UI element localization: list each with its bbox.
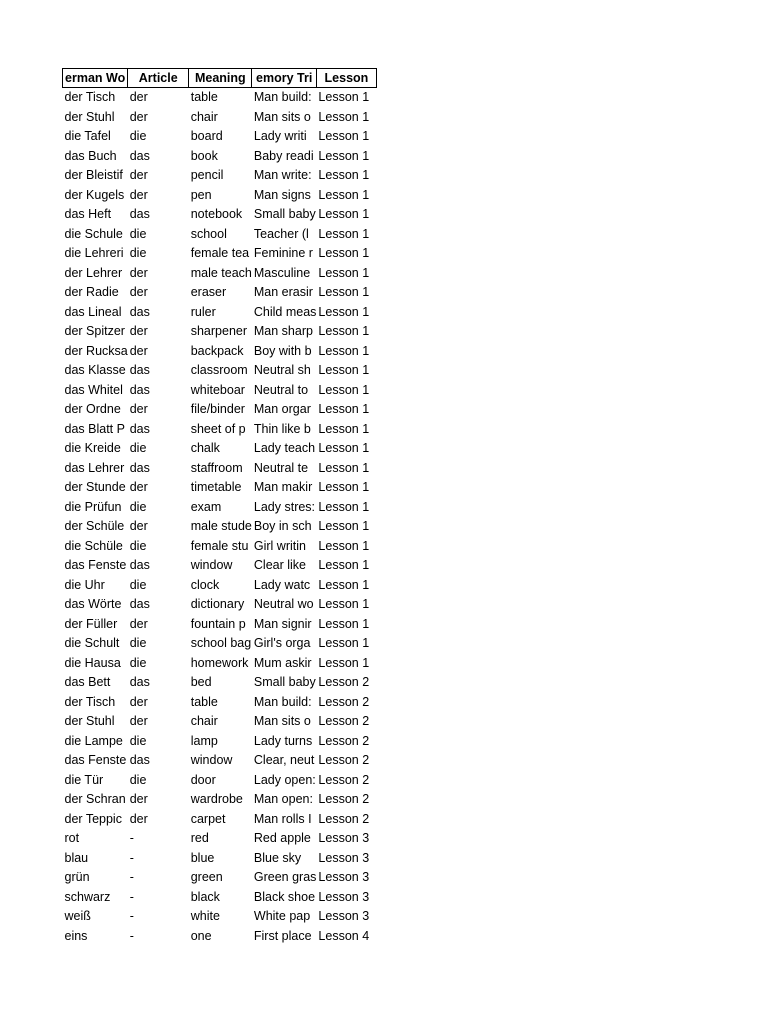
cell-meaning[interactable]: carpet — [190, 811, 226, 826]
table-row — [63, 537, 377, 557]
cell-german-word[interactable]: der Teppic — [64, 811, 122, 826]
cell-german-word[interactable]: das Bett — [64, 675, 111, 689]
header-meaning[interactable]: Meaning — [189, 69, 252, 88]
cell-german-word[interactable]: die Hausa — [64, 655, 121, 670]
cell-memory-trick[interactable]: Girl writin — [253, 538, 306, 553]
cell-article[interactable]: die — [129, 226, 147, 241]
cell-article[interactable]: die — [129, 655, 147, 670]
cell-lesson[interactable]: Lesson 1 — [318, 480, 370, 494]
cell-article[interactable]: das — [129, 753, 150, 767]
cell-article[interactable]: das — [129, 675, 150, 689]
cell-meaning[interactable]: school — [190, 226, 227, 241]
cell-article[interactable]: das — [129, 382, 150, 397]
cell-german-word[interactable]: der Bleistif — [64, 168, 123, 182]
cell-german-word[interactable]: der Lehrer — [64, 265, 123, 280]
cell-memory-trick[interactable]: Man signs — [253, 187, 311, 202]
table-row — [63, 420, 377, 440]
cell-meaning[interactable]: pencil — [190, 168, 224, 182]
cell-german-word[interactable]: die Tafel — [64, 129, 111, 143]
cell-german-word[interactable]: das Wörte — [64, 597, 122, 611]
spreadsheet — [62, 68, 377, 946]
cell-article[interactable]: die — [129, 499, 147, 514]
cell-german-word[interactable]: der Tisch — [64, 694, 116, 709]
table-row — [63, 732, 377, 752]
cell-german-word[interactable]: die Prüfun — [64, 499, 122, 514]
cell-meaning[interactable]: table — [190, 90, 218, 104]
cell-article[interactable]: der — [129, 343, 148, 358]
cell-memory-trick[interactable]: Clear, neut — [253, 753, 315, 767]
cell-memory-trick[interactable]: Small baby — [253, 207, 316, 221]
cell-meaning[interactable]: wardrobe — [190, 792, 243, 806]
cell-article[interactable]: - — [129, 909, 134, 923]
cell-german-word[interactable]: der Rucksa — [64, 343, 128, 358]
table-row — [63, 342, 377, 362]
cell-article[interactable]: der — [129, 616, 148, 631]
cell-memory-trick[interactable]: Green gras — [253, 870, 317, 884]
cell-german-word[interactable]: die Schüle — [64, 538, 123, 553]
cell-meaning[interactable]: file/binder — [190, 402, 245, 416]
cell-lesson[interactable]: Lesson 1 — [318, 285, 370, 299]
cell-german-word[interactable]: der Spitzer — [64, 324, 125, 338]
cell-lesson[interactable]: Lesson 2 — [318, 811, 370, 826]
cell-german-word[interactable]: das Whitel — [64, 382, 123, 397]
cell-lesson[interactable]: Lesson 1 — [318, 655, 370, 670]
cell-article[interactable]: der — [129, 480, 148, 494]
cell-lesson[interactable]: Lesson 4 — [318, 928, 370, 943]
table-row — [63, 147, 377, 167]
cell-article[interactable]: die — [129, 129, 147, 143]
cell-article[interactable]: der — [129, 694, 148, 709]
cell-memory-trick[interactable]: First place — [253, 928, 312, 943]
cell-memory-trick[interactable]: Man signir — [253, 616, 312, 631]
cell-meaning[interactable]: eraser — [190, 285, 227, 299]
cell-lesson[interactable]: Lesson 3 — [318, 831, 370, 845]
cell-memory-trick[interactable]: Lady writi — [253, 129, 307, 143]
cell-memory-trick[interactable]: Man sharp — [253, 324, 313, 338]
cell-meaning[interactable]: window — [190, 558, 233, 572]
cell-article[interactable]: das — [129, 597, 150, 611]
cell-memory-trick[interactable]: Man makir — [253, 480, 313, 494]
cell-lesson[interactable]: Lesson 1 — [318, 499, 370, 514]
cell-memory-trick[interactable]: Lady watc — [253, 577, 311, 592]
cell-meaning[interactable]: dictionary — [190, 597, 245, 611]
cell-lesson[interactable]: Lesson 1 — [318, 519, 370, 533]
table-row — [63, 751, 377, 771]
cell-meaning[interactable]: chalk — [190, 441, 220, 455]
cell-memory-trick[interactable]: Lady stres: — [253, 499, 316, 514]
cell-meaning[interactable]: blue — [190, 850, 215, 865]
cell-article[interactable]: - — [129, 928, 134, 943]
cell-article[interactable]: der — [129, 811, 148, 826]
table-row — [63, 829, 377, 849]
cell-german-word[interactable]: schwarz — [64, 889, 111, 904]
cell-german-word[interactable]: der Stuhl — [64, 714, 115, 728]
table-row — [63, 595, 377, 615]
cell-meaning[interactable]: male stude — [190, 519, 252, 533]
cell-lesson[interactable]: Lesson 1 — [318, 616, 370, 631]
cell-german-word[interactable]: der Tisch — [64, 90, 116, 104]
cell-meaning[interactable]: book — [190, 148, 218, 163]
cell-article[interactable]: - — [129, 870, 134, 884]
cell-article[interactable]: der — [129, 285, 148, 299]
cell-german-word[interactable]: der Ordne — [64, 402, 121, 416]
cell-meaning[interactable]: female stu — [190, 538, 249, 553]
cell-article[interactable]: das — [129, 460, 150, 475]
cell-lesson[interactable]: Lesson 1 — [318, 382, 370, 397]
cell-lesson[interactable]: Lesson 2 — [318, 753, 370, 767]
table-row — [63, 712, 377, 732]
cell-memory-trick[interactable]: Girl's orga — [253, 636, 311, 650]
table-row — [63, 673, 377, 693]
cell-article[interactable]: die — [129, 246, 147, 260]
table-row — [63, 907, 377, 927]
cell-meaning[interactable]: ruler — [190, 304, 216, 319]
cell-memory-trick[interactable]: Mum askir — [253, 655, 312, 670]
cell-german-word[interactable]: der Radie — [64, 285, 119, 299]
cell-article[interactable]: die — [129, 636, 147, 650]
cell-lesson[interactable]: Lesson 3 — [318, 850, 370, 865]
cell-german-word[interactable]: weiß — [64, 909, 91, 923]
cell-article[interactable]: das — [129, 363, 150, 377]
cell-lesson[interactable]: Lesson 1 — [318, 343, 370, 358]
cell-lesson[interactable]: Lesson 1 — [318, 538, 370, 553]
table-row — [63, 927, 377, 947]
table-row — [63, 615, 377, 635]
table-row — [63, 264, 377, 284]
table-row — [63, 205, 377, 225]
cell-meaning[interactable]: sheet of p — [190, 421, 246, 436]
cell-memory-trick[interactable]: Blue sky — [253, 850, 302, 865]
cell-meaning[interactable]: timetable — [190, 480, 242, 494]
table-row — [63, 654, 377, 674]
cell-article[interactable]: der — [129, 168, 148, 182]
cell-memory-trick[interactable]: Clear like — [253, 558, 306, 572]
cell-article[interactable]: der — [129, 519, 148, 533]
cell-lesson[interactable]: Lesson 1 — [318, 577, 370, 592]
cell-memory-trick[interactable]: Black shoe — [253, 889, 316, 904]
table-row — [63, 283, 377, 303]
table-row — [63, 166, 377, 186]
cell-memory-trick[interactable]: Neutral te — [253, 460, 309, 475]
cell-article[interactable]: die — [129, 772, 147, 787]
header-row — [63, 69, 377, 88]
cell-memory-trick[interactable]: Man erasir — [253, 285, 313, 299]
cell-meaning[interactable]: backpack — [190, 343, 244, 358]
cell-meaning[interactable]: school bag — [190, 636, 252, 650]
cell-german-word[interactable]: das Lineal — [64, 304, 122, 319]
cell-german-word[interactable]: die Schule — [64, 226, 123, 241]
cell-german-word[interactable]: die Tür — [64, 772, 104, 787]
cell-memory-trick[interactable]: Man open: — [253, 792, 313, 806]
table-row — [63, 517, 377, 537]
cell-memory-trick[interactable]: Man sits o — [253, 109, 311, 124]
cell-german-word[interactable]: die Uhr — [64, 577, 105, 592]
cell-lesson[interactable]: Lesson 2 — [318, 733, 370, 748]
table-row — [63, 225, 377, 245]
cell-article[interactable]: die — [129, 733, 147, 748]
cell-german-word[interactable]: die Lehreri — [64, 246, 124, 260]
table-row — [63, 478, 377, 498]
cell-meaning[interactable]: one — [190, 928, 212, 943]
cell-memory-trick[interactable]: Man rolls I — [253, 811, 312, 826]
cell-meaning[interactable]: classroom — [190, 363, 248, 377]
cell-lesson[interactable]: Lesson 1 — [318, 421, 370, 436]
cell-memory-trick[interactable]: Boy with b — [253, 343, 312, 358]
cell-article[interactable]: das — [129, 558, 150, 572]
cell-german-word[interactable]: rot — [64, 831, 80, 845]
cell-lesson[interactable]: Lesson 1 — [318, 226, 370, 241]
cell-lesson[interactable]: Lesson 3 — [318, 909, 370, 923]
cell-german-word[interactable]: die Lampe — [64, 733, 123, 748]
cell-lesson[interactable]: Lesson 2 — [318, 694, 370, 709]
table-row — [63, 556, 377, 576]
table-row — [63, 186, 377, 206]
cell-memory-trick[interactable]: Man build: — [253, 694, 312, 709]
cell-article[interactable]: der — [129, 714, 148, 728]
table-row — [63, 634, 377, 654]
cell-lesson[interactable]: Lesson 1 — [318, 402, 370, 416]
cell-meaning[interactable]: table — [190, 694, 218, 709]
cell-memory-trick[interactable]: Neutral wo — [253, 597, 314, 611]
table-row — [63, 888, 377, 908]
cell-article[interactable]: das — [129, 304, 150, 319]
cell-article[interactable]: - — [129, 831, 134, 845]
table-row — [63, 849, 377, 869]
cell-german-word[interactable]: das Fenste — [64, 753, 127, 767]
cell-german-word[interactable]: blau — [64, 850, 89, 865]
table-row — [63, 771, 377, 791]
cell-meaning[interactable]: black — [190, 889, 220, 904]
cell-meaning[interactable]: male teach — [190, 265, 252, 280]
cell-lesson[interactable]: Lesson 2 — [318, 675, 370, 689]
cell-meaning[interactable]: female tea — [190, 246, 250, 260]
cell-memory-trick[interactable]: Teacher (l — [253, 226, 309, 241]
cell-meaning[interactable]: notebook — [190, 207, 243, 221]
table-row — [63, 810, 377, 830]
cell-memory-trick[interactable]: Masculine — [253, 265, 311, 280]
cell-meaning[interactable]: lamp — [190, 733, 218, 748]
table-row — [63, 693, 377, 713]
cell-article[interactable]: der — [129, 792, 148, 806]
cell-german-word[interactable]: der Stuhl — [64, 109, 115, 124]
cell-memory-trick[interactable]: Man orgar — [253, 402, 311, 416]
cell-lesson[interactable]: Lesson 1 — [318, 265, 370, 280]
cell-meaning[interactable]: green — [190, 870, 223, 884]
cell-memory-trick[interactable]: Baby readi — [253, 148, 314, 163]
table-row — [63, 244, 377, 264]
cell-meaning[interactable]: pen — [190, 187, 212, 202]
cell-lesson[interactable]: Lesson 1 — [318, 187, 370, 202]
cell-lesson[interactable]: Lesson 1 — [318, 168, 370, 182]
cell-german-word[interactable]: das Heft — [64, 207, 112, 221]
cell-lesson[interactable]: Lesson 1 — [318, 460, 370, 475]
table-row — [63, 498, 377, 518]
cell-article[interactable]: der — [129, 265, 148, 280]
cell-lesson[interactable]: Lesson 2 — [318, 772, 370, 787]
table-row — [63, 439, 377, 459]
cell-memory-trick[interactable]: Lady teach — [253, 441, 316, 455]
cell-german-word[interactable]: grün — [64, 870, 90, 884]
cell-article[interactable]: der — [129, 402, 148, 416]
table-row — [63, 459, 377, 479]
cell-article[interactable]: das — [129, 421, 150, 436]
cell-article[interactable]: - — [129, 850, 134, 865]
cell-meaning[interactable]: chair — [190, 109, 218, 124]
cell-meaning[interactable]: sharpener — [190, 324, 248, 338]
cell-german-word[interactable]: der Stunde — [64, 480, 126, 494]
table-row — [63, 381, 377, 401]
cell-german-word[interactable]: das Lehrer — [64, 460, 125, 475]
cell-german-word[interactable]: der Schran — [64, 792, 126, 806]
cell-german-word[interactable]: die Schult — [64, 636, 120, 650]
cell-lesson[interactable]: Lesson 1 — [318, 558, 370, 572]
cell-lesson[interactable]: Lesson 1 — [318, 636, 370, 650]
cell-lesson[interactable]: Lesson 2 — [318, 714, 370, 728]
header-memory-trick[interactable]: emory Tri — [252, 69, 317, 88]
cell-memory-trick[interactable]: Man write: — [253, 168, 312, 182]
cell-german-word[interactable]: der Schüle — [64, 519, 125, 533]
cell-lesson[interactable]: Lesson 3 — [318, 889, 370, 904]
cell-meaning[interactable]: whiteboar — [190, 382, 245, 397]
cell-meaning[interactable]: window — [190, 753, 233, 767]
table-row — [63, 361, 377, 381]
cell-meaning[interactable]: clock — [190, 577, 220, 592]
cell-german-word[interactable]: das Fenste — [64, 558, 127, 572]
cell-lesson[interactable]: Lesson 3 — [318, 870, 370, 884]
header-german-word[interactable]: erman Wo — [63, 69, 128, 88]
table-row — [63, 108, 377, 128]
cell-meaning[interactable]: white — [190, 909, 220, 923]
cell-meaning[interactable]: bed — [190, 675, 212, 689]
cell-memory-trick[interactable]: Neutral sh — [253, 363, 311, 377]
cell-lesson[interactable]: Lesson 1 — [318, 148, 370, 163]
cell-memory-trick[interactable]: Small baby — [253, 675, 316, 689]
table-row — [63, 400, 377, 420]
cell-memory-trick[interactable]: Thin like b — [253, 421, 311, 436]
cell-german-word[interactable]: die Kreide — [64, 441, 121, 455]
cell-german-word[interactable]: eins — [64, 928, 88, 943]
cell-lesson[interactable]: Lesson 1 — [318, 324, 370, 338]
cell-german-word[interactable]: der Kugels — [64, 187, 125, 202]
cell-meaning[interactable]: board — [190, 129, 223, 143]
cell-article[interactable]: die — [129, 577, 147, 592]
cell-lesson[interactable]: Lesson 1 — [318, 90, 370, 104]
cell-memory-trick[interactable]: Feminine r — [253, 246, 313, 260]
cell-german-word[interactable]: das Klasse — [64, 363, 126, 377]
cell-lesson[interactable]: Lesson 2 — [318, 792, 370, 806]
cell-memory-trick[interactable]: Boy in sch — [253, 519, 312, 533]
cell-article[interactable]: der — [129, 90, 148, 104]
cell-article[interactable]: die — [129, 441, 147, 455]
cell-meaning[interactable]: red — [190, 831, 209, 845]
cell-article[interactable]: der — [129, 109, 148, 124]
cell-german-word[interactable]: der Füller — [64, 616, 118, 631]
cell-memory-trick[interactable]: White pap — [253, 909, 311, 923]
cell-german-word[interactable]: das Blatt P — [64, 421, 125, 436]
header-article[interactable]: Article — [128, 69, 189, 88]
cell-article[interactable]: der — [129, 187, 148, 202]
cell-article[interactable]: das — [129, 207, 150, 221]
cell-german-word[interactable]: das Buch — [64, 148, 117, 163]
cell-meaning[interactable]: fountain p — [190, 616, 246, 631]
cell-memory-trick[interactable]: Lady turns — [253, 733, 313, 748]
cell-lesson[interactable]: Lesson 1 — [318, 246, 370, 260]
cell-lesson[interactable]: Lesson 1 — [318, 597, 370, 611]
cell-memory-trick[interactable]: Red apple — [253, 831, 311, 845]
table-row — [63, 322, 377, 342]
table-row — [63, 127, 377, 147]
vocabulary-table — [62, 68, 377, 946]
table-row — [63, 790, 377, 810]
cell-article[interactable]: die — [129, 538, 147, 553]
cell-meaning[interactable]: door — [190, 772, 216, 787]
cell-article[interactable]: das — [129, 148, 150, 163]
cell-memory-trick[interactable]: Child meas — [253, 304, 317, 319]
cell-meaning[interactable]: exam — [190, 499, 222, 514]
cell-lesson[interactable]: Lesson 1 — [318, 304, 370, 319]
table-row — [63, 576, 377, 596]
header-lesson[interactable]: Lesson — [316, 69, 376, 88]
cell-lesson[interactable]: Lesson 1 — [318, 207, 370, 221]
cell-memory-trick[interactable]: Neutral to — [253, 382, 309, 397]
cell-memory-trick[interactable]: Man build: — [253, 90, 312, 104]
cell-memory-trick[interactable]: Lady open: — [253, 772, 316, 787]
table-row — [63, 88, 377, 108]
cell-memory-trick[interactable]: Man sits o — [253, 714, 311, 728]
table-row — [63, 868, 377, 888]
cell-lesson[interactable]: Lesson 1 — [318, 363, 370, 377]
cell-article[interactable]: der — [129, 324, 148, 338]
cell-meaning[interactable]: staffroom — [190, 460, 243, 475]
cell-lesson[interactable]: Lesson 1 — [318, 109, 370, 124]
table-row — [63, 303, 377, 323]
cell-article[interactable]: - — [129, 889, 134, 904]
cell-meaning[interactable]: chair — [190, 714, 218, 728]
cell-meaning[interactable]: homework — [190, 655, 249, 670]
cell-lesson[interactable]: Lesson 1 — [318, 129, 370, 143]
cell-lesson[interactable]: Lesson 1 — [318, 441, 370, 455]
